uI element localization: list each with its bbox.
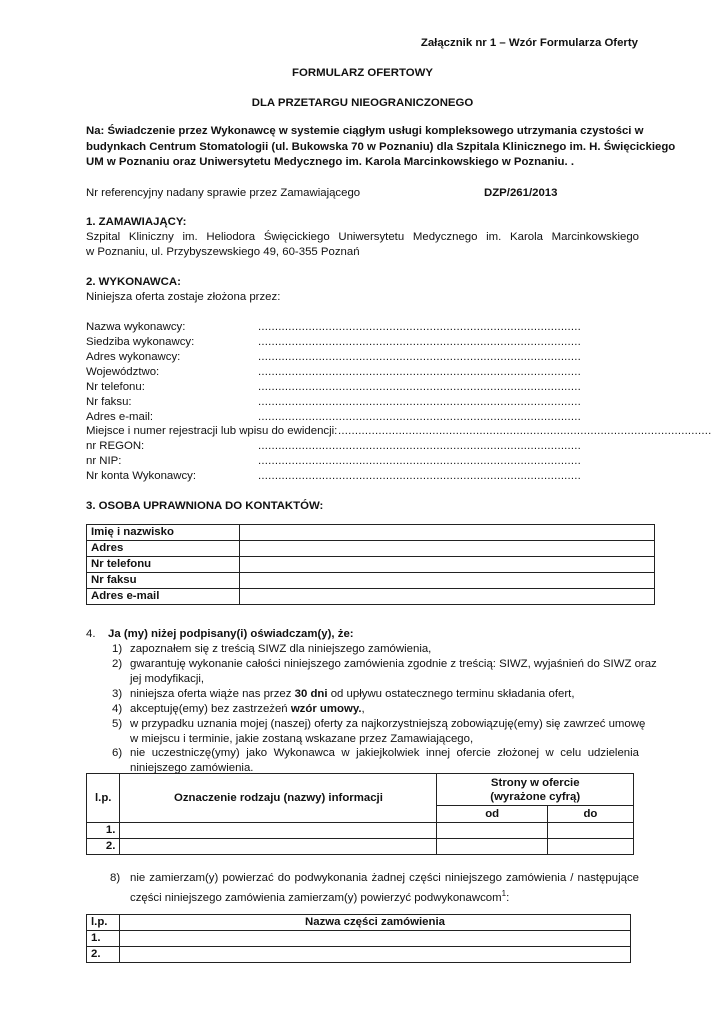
contact-row-address [87,541,655,557]
declaration-text-cont: niniejszego zamówienia. [130,762,254,774]
declaration-text: nie uczestniczę(ymy) jako Wykonawca w jakiejkolwiek innej ofercie złożonej w celu udzielenia [130,747,639,759]
table-cell[interactable] [547,823,633,839]
declaration-text: gwarantuję wykonanie całości niniejszego zamówienia zgodnie z treścią: SIWZ, wyjaśnień do SIWZ oraz [130,658,657,670]
row-number: 1. [87,823,120,839]
row-number: 2. [87,947,120,963]
contact-value-cell[interactable] [240,557,655,573]
section-1-line-2: w Poznaniu, ul. Przybyszewskiego 49, 60-355 Poznań [86,246,360,258]
field-dots-name[interactable]: ................................................................................................ [258,321,582,333]
contact-value-cell[interactable] [240,589,655,605]
footnote-reference[interactable]: 1 [501,889,507,898]
field-label-fax: Nr faksu: [86,396,132,408]
field-label-seat: Siedziba wykonawcy: [86,336,195,348]
declaration-number: 2) [112,658,123,670]
column-header-from: od [437,806,547,823]
subject-line-1: Na: Świadczenie przez Wykonawcę w systemie ciągłym usługi kompleksowego utrzymania czystości w [86,125,644,137]
declaration-text [130,687,639,702]
table-cell[interactable] [120,839,437,855]
field-label-phone: Nr telefonu: [86,381,145,393]
contact-row-phone [87,557,655,573]
section-1-heading: 1. ZAMAWIAJĄCY: [86,216,187,228]
reference-value: DZP/261/2013 [484,187,558,199]
subject-line-3: UM w Poznaniu oraz Uniwersytetu Medycznego im. Karola Marcinkowskiego w Poznaniu. . [86,156,574,168]
contact-value-cell[interactable] [240,573,655,589]
table-row [87,947,631,963]
form-title: FORMULARZ OFERTOWY [292,67,433,79]
column-header-info-name: Oznaczenie rodzaju (nazwy) informacji [120,774,437,823]
field-dots-account[interactable]: ................................................................................................ [258,470,582,482]
field-dots-seat[interactable]: ................................................................................................ [258,336,582,348]
table-row [87,931,631,947]
column-header-lp: l.p. [87,774,120,823]
contact-value-cell[interactable] [240,525,655,541]
contact-table [86,524,655,605]
field-dots-registration[interactable]: ............................................................................................................... [338,425,712,437]
item-8-line-2-text: części niniejszego zamówienia zamierzam(y) powierzyć podwykonawcom [130,891,502,904]
declaration-text: w przypadku uznania mojej (naszej) oferty za najkorzystniejszą zobowiązuję(emy) się zawrzeć umowę [130,718,646,730]
declaration-number: 6) [112,747,123,759]
column-header-lp: l.p. [87,915,120,931]
field-label-email: Adres e-mail: [86,411,154,423]
section-3-heading: 3. OSOBA UPRAWNIONA DO KONTAKTÓW: [86,500,324,512]
table-row [87,839,634,855]
contact-label: Nr telefonu [87,557,240,573]
form-subtitle: DLA PRZETARGU NIEOGRANICZONEGO [251,97,474,109]
table-cell[interactable] [547,839,633,855]
declaration-text-pre: niniejsza oferta wiąże nas przez [130,688,295,700]
contact-row-name [87,525,655,541]
section-1-line-1: Szpital Kliniczny im. Heliodora Święcickiego Uniwersytetu Medycznego im. Karola Marcinkowskiego [86,231,639,243]
field-label-nip: nr NIP: [86,455,122,467]
contact-label: Imię i nazwisko [87,525,240,541]
column-header-part-name: Nazwa części zamówienia [120,915,631,931]
contact-value-cell[interactable] [240,541,655,557]
field-label-voivodeship: Województwo: [86,366,160,378]
column-header-pages [437,774,634,806]
declaration-text: zapoznałem się z treścią SIWZ dla niniejszego zamówienia, [130,643,432,655]
row-number: 1. [87,931,120,947]
field-dots-nip[interactable]: ................................................................................................ [258,455,582,467]
item-8-line-1: nie zamierzam(y) powierzać do podwykonania żadnej części niniejszego zamówienia / następujące [130,872,639,884]
declaration-text-post: od upływu ostatecznego terminu składania ofert, [327,688,575,700]
pages-header-line-1: Strony w ofercie [490,776,580,789]
row-number: 2. [87,839,120,855]
field-label-registration: Miejsce i numer rejestracji lub wpisu do ewidencji: [86,425,338,437]
field-dots-fax[interactable]: ................................................................................................ [258,396,582,408]
pages-header-line-2: (wyrażone cyfrą) [490,790,581,803]
table-cell[interactable] [120,947,631,963]
field-dots-voivodeship[interactable]: ................................................................................................ [258,366,582,378]
declaration-number: 3) [112,688,123,700]
contact-label: Nr faksu [87,573,240,589]
table-cell[interactable] [120,823,437,839]
declaration-number: 5) [112,718,123,730]
section-2-intro: Niniejsza oferta zostaje złożona przez: [86,291,281,303]
table-row [87,823,634,839]
table-cell[interactable] [437,823,547,839]
item-8-number: 8) [110,872,121,884]
contact-row-email [87,589,655,605]
field-label-account: Nr konta Wykonawcy: [86,470,197,482]
field-label-name: Nazwa wykonawcy: [86,321,186,333]
declaration-text-post: , [361,703,365,715]
item-8-line-2-end: : [506,891,510,904]
contact-row-fax [87,573,655,589]
annex-label: Załącznik nr 1 – Wzór Formularza Oferty [420,37,638,49]
section-4-number: 4. [86,628,96,640]
table-cell[interactable] [120,931,631,947]
item-8-line-2 [130,886,509,906]
field-dots-regon[interactable]: ................................................................................................ [258,440,582,452]
field-dots-phone[interactable]: ................................................................................................ [258,381,582,393]
declaration-text-cont: jej modyfikacji, [130,673,205,685]
subcontract-table [86,914,631,963]
contact-label: Adres e-mail [87,589,240,605]
column-header-to: do [547,806,633,823]
contact-label: Adres [87,541,240,557]
field-label-regon: nr REGON: [86,440,145,452]
confidential-info-table [86,773,634,855]
declaration-text-pre: akceptuję(emy) bez zastrzeżeń [130,703,291,715]
subject-line-2: budynkach Centrum Stomatologii (ul. Bukowska 70 w Poznaniu) dla Szpitala Klinicznego im. H. Święcickiego [86,141,676,153]
reference-label: Nr referencyjny nadany sprawie przez Zamawiającego [86,187,361,199]
declaration-number: 4) [112,703,123,715]
field-dots-email[interactable]: ................................................................................................ [258,411,582,423]
table-cell[interactable] [437,839,547,855]
declaration-text-bold: wzór umowy. [290,703,362,715]
declaration-text-cont: w miejscu i terminie, jakie zostaną wskazane przez Zamawiającego, [130,733,474,745]
section-2-heading: 2. WYKONAWCA: [86,276,181,288]
field-dots-address[interactable]: ................................................................................................ [258,351,582,363]
declaration-number: 1) [112,643,123,655]
declaration-text [130,702,639,717]
section-4-heading: Ja (my) niżej podpisany(i) oświadczam(y), że: [108,628,354,640]
field-label-address: Adres wykonawcy: [86,351,181,363]
declaration-text-bold: 30 dni [294,688,328,700]
